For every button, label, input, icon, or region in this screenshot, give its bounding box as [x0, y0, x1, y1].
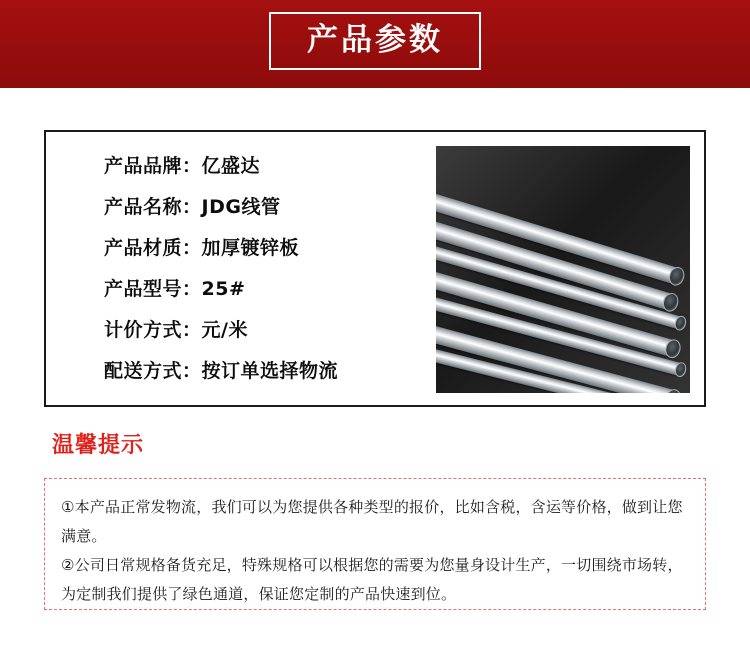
- banner-title-frame: [269, 12, 481, 70]
- spec-label-name: 产品名称：: [104, 196, 202, 218]
- tip-line: ②公司日常规格备货充足，特殊规格可以根据您的需要为您量身设计生产，一切围绕市场转，为定制我们提供了绿色通道，保证您定制的产品快速到位。: [61, 556, 683, 603]
- spec-value-pricing: 元/米: [201, 319, 248, 341]
- product-photo: [436, 146, 690, 393]
- spec-value-name: JDG线管: [201, 196, 281, 218]
- spec-label-delivery: 配送方式：: [104, 360, 202, 382]
- spec-list: [46, 132, 436, 405]
- spec-row: [104, 154, 436, 178]
- spec-label-model: 产品型号：: [104, 278, 202, 300]
- tips-box: [44, 478, 706, 610]
- spec-label-brand: 产品品牌：: [104, 155, 202, 177]
- spec-value-model: 25#: [201, 278, 246, 300]
- tip-line: ①本产品正常发物流，我们可以为您提供各种类型的报价，比如含税，含运等价格，做到让您满意。: [61, 498, 683, 545]
- spec-row: [104, 318, 436, 342]
- spec-value-material: 加厚镀锌板: [201, 237, 300, 259]
- spec-value-delivery: 按订单选择物流: [201, 360, 339, 382]
- product-spec-card: [44, 130, 706, 407]
- spec-label-material: 产品材质：: [104, 237, 202, 259]
- header-banner: [0, 0, 750, 88]
- spec-row: [104, 236, 436, 260]
- spec-row: [104, 359, 436, 383]
- spec-row: [104, 195, 436, 219]
- tips-title: 温馨提示: [52, 433, 145, 458]
- spec-value-brand: 亿盛达: [201, 155, 261, 177]
- spec-row: [104, 277, 436, 301]
- page-title: 产品参数: [307, 22, 443, 58]
- spec-label-pricing: 计价方式：: [104, 319, 202, 341]
